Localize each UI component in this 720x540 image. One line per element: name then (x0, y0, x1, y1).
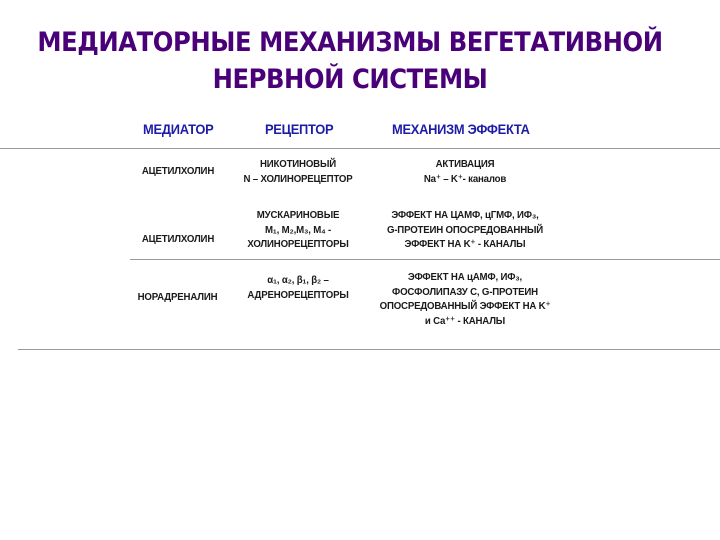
mechanism-cell: ЭФФЕКТ НА ЦАМФ, цГМФ, ИФ₃, G-ПРОТЕИН ОПОСРЕДОВАННЫЙ ЭФФЕКТ НА K⁺ - КАНАЛЫ (386, 209, 544, 250)
receptor-cell: НИКОТИНОВЫЙ N – ХОЛИНОРЕЦЕПТОР (243, 158, 353, 185)
mechanism-cell: АКТИВАЦИЯ Na⁺ – K⁺- каналов (423, 158, 507, 185)
row-divider (130, 259, 720, 260)
mediator-cell: НОРАДРЕНАЛИН (137, 291, 218, 303)
header-receptor: РЕЦЕПТОР (264, 121, 334, 137)
header-divider (0, 148, 720, 149)
mediator-cell: АЦЕТИЛХОЛИН (141, 233, 215, 245)
header-mediator: МЕДИАТОР (143, 121, 214, 137)
receptor-cell: α₁, α₂, β₁, β₂ – АДРЕНОРЕЦЕПТОРЫ (247, 274, 349, 301)
table-bottom-rule (18, 349, 720, 350)
receptor-cell: МУСКАРИНОВЫЕ M₁, M₂,M₃, M₄ - ХОЛИНОРЕЦЕПТОРЫ (247, 209, 349, 250)
header-mechanism: МЕХАНИЗМ ЭФФЕКТА (391, 121, 530, 137)
title-line-1: МЕДИАТОРНЫЕ МЕХАНИЗМЫ ВЕГЕТАТИВНОЙ (37, 27, 663, 58)
title-line-2: НЕРВНОЙ СИСТЕМЫ (212, 64, 488, 95)
mediator-cell: АЦЕТИЛХОЛИН (141, 165, 215, 177)
mechanism-cell: ЭФФЕКТ НА цАМФ, ИФ₃, ФОСФОЛИПАЗУ С, G-ПРОТЕИН ОПОСРЕДОВАННЫЙ ЭФФЕКТ НА K⁺ и Ca⁺⁺ - КАНАЛЫ (379, 271, 551, 327)
